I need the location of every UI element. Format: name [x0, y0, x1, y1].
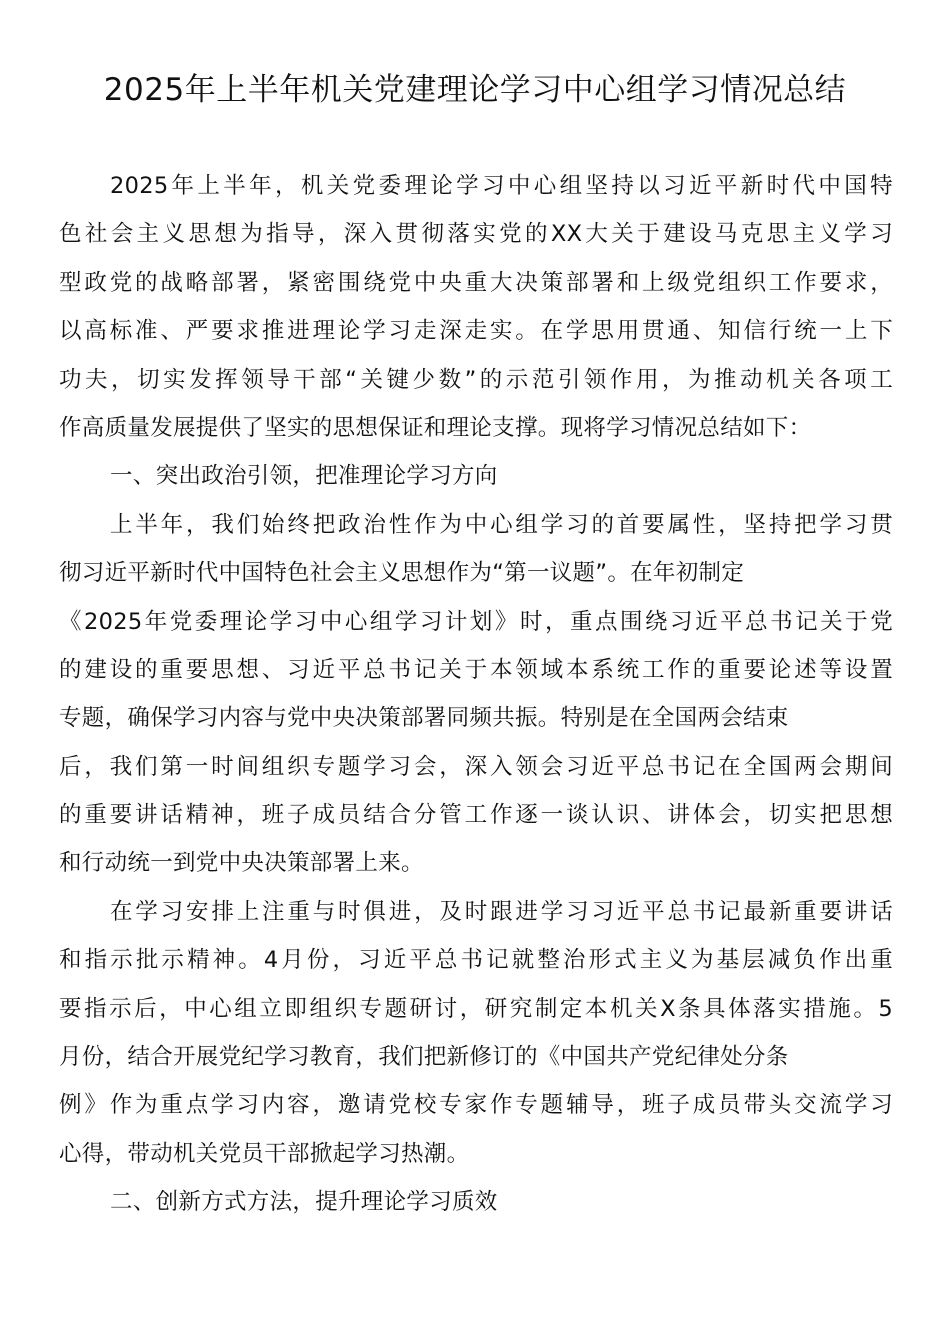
paragraph-line: 后，我们第一时间组织专题学习会，深入领会习近平总书记在全国两会期间	[59, 753, 893, 780]
paragraph-line: 彻习近平新时代中国特色社会主义思想作为“第一议题”。在年初制定	[59, 560, 745, 587]
paragraph-line: 型政党的战略部署，紧密围绕党中央重大决策部署和上级党组织工作要求，	[59, 269, 893, 296]
paragraph-line: 在学习安排上注重与时俱进，及时跟进学习习近平总书记最新重要讲话	[110, 898, 893, 925]
document-title: 2025年上半年机关党建理论学习中心组学习情况总结	[103, 72, 847, 108]
section-heading: 一、突出政治引领，把准理论学习方向	[110, 463, 498, 490]
paragraph-line: 例》作为重点学习内容，邀请党校专家作专题辅导，班子成员带头交流学习	[59, 1092, 893, 1119]
paragraph-line: 专题，确保学习内容与党中央决策部署同频共振。特别是在全国两会结束	[59, 705, 789, 732]
paragraph-line: 色社会主义思想为指导，深入贯彻落实党的XX大关于建设马克思主义学习	[59, 221, 893, 248]
paragraph-line: 和指示批示精神。4月份，习近平总书记就整治形式主义为基层减负作出重	[59, 947, 893, 974]
paragraph-line: 上半年，我们始终把政治性作为中心组学习的首要属性，坚持把学习贯	[110, 511, 893, 538]
paragraph-line: 心得，带动机关党员干部掀起学习热潮。	[59, 1140, 470, 1167]
paragraph-line: 以高标准、严要求推进理论学习走深走实。在学思用贯通、知信行统一上下	[59, 318, 893, 345]
paragraph-line: 的重要讲话精神，班子成员结合分管工作逐一谈认识、讲体会，切实把思想	[59, 802, 893, 829]
paragraph-line: 2025年上半年，机关党委理论学习中心组坚持以习近平新时代中国特	[110, 173, 893, 199]
paragraph-line: 作高质量发展提供了坚实的思想保证和理论支撑。现将学习情况总结如下：	[59, 414, 812, 441]
paragraph-line: 和行动统一到党中央决策部署上来。	[59, 850, 424, 877]
document-body	[59, 162, 893, 1227]
section-heading: 二、创新方式方法，提升理论学习质效	[110, 1189, 498, 1216]
paragraph-line: 功夫，切实发挥领导干部“关键少数”的示范引领作用，为推动机关各项工	[59, 366, 893, 393]
paragraph-line: 要指示后，中心组立即组织专题研讨，研究制定本机关X条具体落实措施。5	[59, 995, 893, 1022]
paragraph-line: 《2025年党委理论学习中心组学习计划》时，重点围绕习近平总书记关于党	[59, 608, 893, 635]
paragraph-line: 的建设的重要思想、习近平总书记关于本领域本系统工作的重要论述等设置	[59, 656, 893, 683]
paragraph-line: 月份，结合开展党纪学习教育，我们把新修订的《中国共产党纪律处分条	[59, 1044, 789, 1071]
